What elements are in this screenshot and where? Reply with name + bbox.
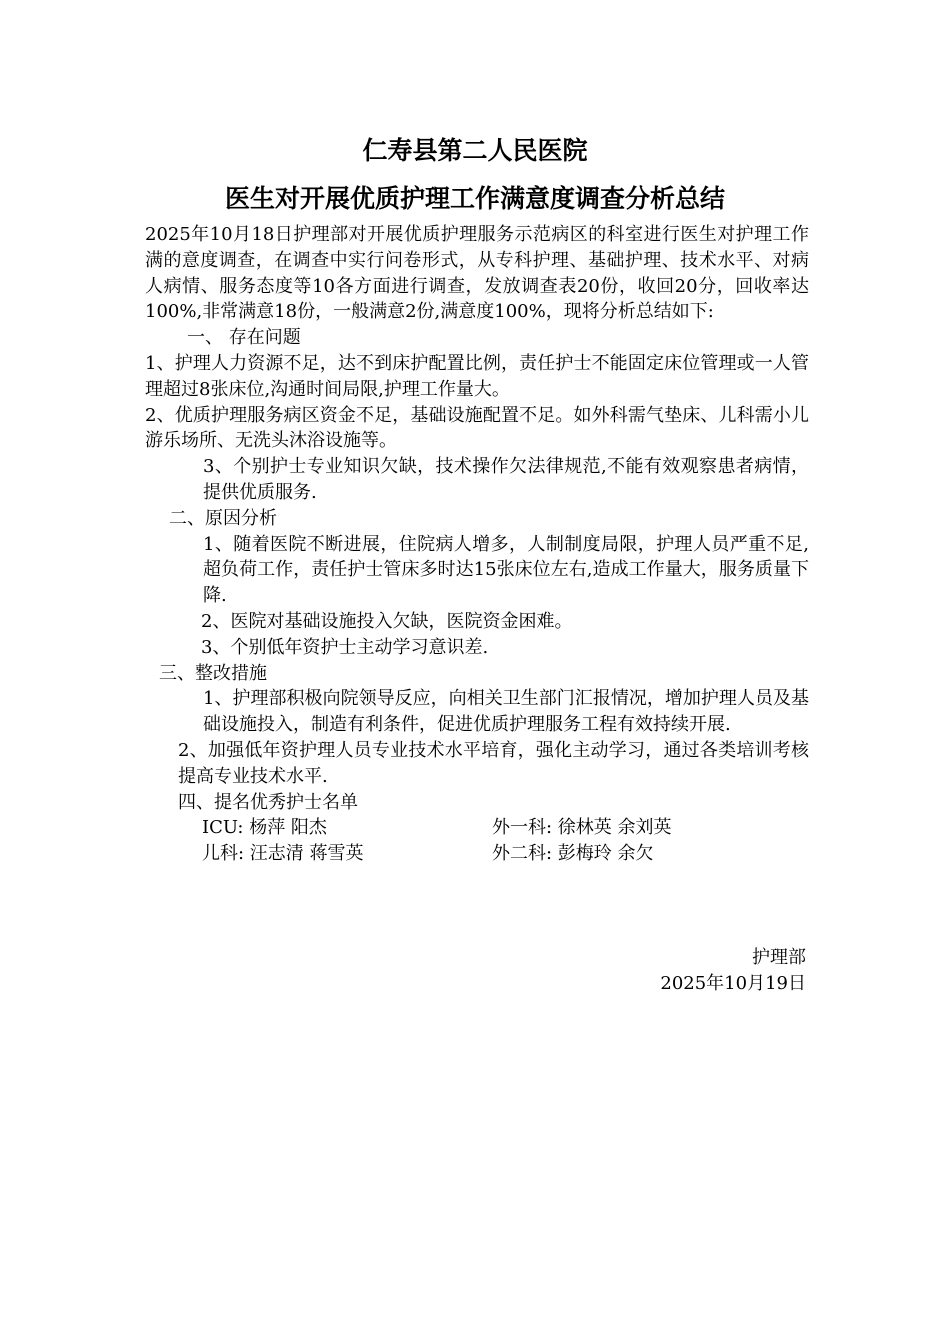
section-heading-problems: 一、 存在问题 bbox=[187, 327, 301, 349]
cause-item-2: 2、医院对基础设施投入欠缺，医院资金困难。 bbox=[201, 610, 573, 632]
document-body bbox=[145, 222, 809, 867]
measure-item-2: 2、加强低年资护理人员专业技术水平培育，强化主动学习，通过各类培训考核提高专业技术水平. bbox=[178, 739, 809, 787]
cause-item-3: 3、个别低年资护士主动学习意识差. bbox=[201, 636, 489, 658]
section-heading-measures: 三、整改措施 bbox=[159, 662, 267, 684]
section-heading-causes: 二、原因分析 bbox=[169, 507, 277, 529]
measure-item-1: 1、护理部积极向院领导反应，向相关卫生部门汇报情况，增加护理人员及基础设施投入，制造有利条件，促进优质护理服务工程有效持续开展. bbox=[203, 688, 809, 736]
signature-date: 2025年10月19日 bbox=[660, 973, 806, 994]
nurse-row-left: ICU: 杨萍 阳杰 bbox=[202, 817, 327, 839]
problem-item-2: 2、优质护理服务病区资金不足，基础设施配置不足。如外科需气垫床、儿科需小儿游乐场所、无洗头沐浴设施等。 bbox=[145, 404, 809, 452]
cause-item-1: 1、随着医院不断进展，住院病人增多，人制制度局限，护理人员严重不足,超负荷工作，责任护士管床多时达15张床位左右,造成工作量大，服务质量下降. bbox=[203, 533, 809, 607]
nurse-row bbox=[145, 815, 809, 841]
nurse-row-right: 外一科: 徐林英 余刘英 bbox=[492, 817, 672, 839]
signature-department: 护理部 bbox=[752, 947, 806, 968]
nurse-row-left: 儿科: 汪志清 蒋雪英 bbox=[202, 843, 364, 865]
nurse-row-right: 外二科: 彭梅玲 余欠 bbox=[492, 843, 654, 865]
section-heading-nurses: 四、提名优秀护士名单 bbox=[178, 791, 358, 813]
report-title: 医生对开展优质护理工作满意度调查分析总结 bbox=[224, 184, 725, 213]
problem-item-3: 3、个别护士专业知识欠缺，技术操作欠法律规范,不能有效观察患者病情，提供优质服务. bbox=[203, 456, 809, 503]
intro-paragraph: 2025年10月18日护理部对开展优质护理服务示范病区的科室进行医生对护理工作满的意度调查，在调查中实行问卷形式，从专科护理、基础护理、技术水平、对病人病情、服务态度等10各方面进行调查，发放调查表20份，收回20分，回收率达100%,非常满意18份，一般满意2份,满意度100%，现将分析总结如下: bbox=[145, 224, 809, 323]
nurse-row bbox=[145, 841, 809, 867]
problem-item-1: 1、护理人力资源不足，达不到床护配置比例，责任护士不能固定床位管理或一人管理超过8张床位,沟通时间局限,护理工作量大。 bbox=[145, 352, 809, 400]
hospital-title: 仁寿县第二人民医院 bbox=[362, 136, 588, 165]
